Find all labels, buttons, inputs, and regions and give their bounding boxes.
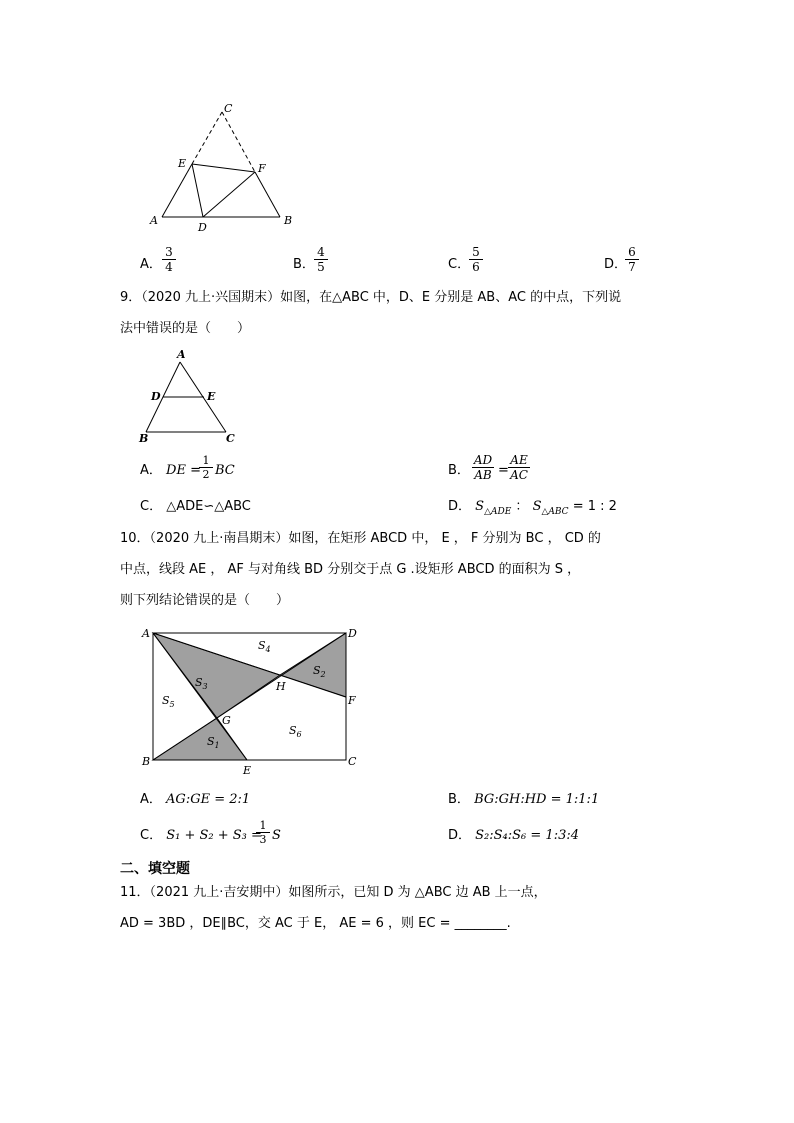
label-s3: $S_3$ (195, 676, 208, 691)
denominator: 6 (472, 260, 480, 274)
option-letter: A． (140, 792, 162, 807)
seg-ed (192, 164, 203, 217)
q9-option-b[interactable] (448, 464, 470, 477)
area-subscript-ade: △ADE (484, 507, 512, 517)
label-h: H (276, 680, 286, 693)
option-letter: B． (448, 792, 470, 807)
denominator: AC (510, 468, 528, 482)
label-s5: $S_5$ (162, 694, 175, 709)
q10-stem-line2: 中点，线段 AE ， AF 与对角线 BD 分别交于点 G .设矩形 ABCD 的面积为 S ， (120, 562, 581, 577)
area-symbol: S (475, 499, 485, 514)
label-c: C (224, 102, 233, 115)
option-letter: C． (448, 257, 471, 272)
option-letter: C． (140, 828, 163, 843)
option-letter: B． (448, 463, 470, 478)
option-text: BG:GH:HD = 1:1:1 (474, 792, 600, 807)
numerator: 1 (199, 455, 213, 468)
q10-option-d[interactable] (448, 829, 579, 842)
label-b: B (284, 214, 293, 227)
label-a: A (177, 348, 186, 361)
denominator: 2 (202, 468, 210, 481)
option-letter: A． (140, 463, 162, 478)
option-text: △ADE∽△ABC (166, 499, 251, 514)
option-letter: D． (604, 257, 628, 272)
q8-option-a[interactable] (140, 258, 162, 271)
numerator: 4 (314, 246, 328, 260)
label-s2: $S_2$ (313, 664, 326, 679)
q9-option-a[interactable] (140, 464, 201, 477)
q9-option-a-rhs: BC (215, 463, 235, 478)
label-d: D (151, 390, 161, 403)
label-e: E (207, 390, 216, 403)
q8-option-d-fraction (625, 246, 639, 273)
option-letter: D． (448, 828, 472, 843)
q8-option-c-fraction (469, 246, 483, 273)
numerator: 5 (469, 246, 483, 260)
q10-option-a[interactable] (140, 793, 250, 806)
q10-stem-line3: 则下列结论错误的是（ ） (120, 593, 290, 608)
option-letter: A． (140, 257, 162, 272)
label-d: D (348, 627, 357, 640)
label-a: A (142, 627, 150, 640)
label-s4: $S_4$ (258, 639, 271, 654)
q9-option-d[interactable] (448, 499, 617, 517)
q9-option-a-fraction (199, 455, 213, 480)
denominator: 3 (259, 833, 267, 846)
region-s1 (153, 718, 247, 760)
q9-option-b-fraction-2 (508, 454, 530, 481)
label-f: F (258, 162, 266, 175)
label-s1: $S_1$ (207, 735, 220, 750)
figure-q8-triangle (140, 100, 310, 235)
label-e: E (178, 157, 187, 170)
seg-ae (162, 164, 192, 217)
option-text: AG:GE = 2:1 (166, 792, 251, 807)
label-a: A (150, 214, 158, 227)
label-f: F (348, 694, 356, 707)
label-c: C (348, 755, 357, 768)
numerator: 6 (625, 246, 639, 260)
seg-ef (192, 164, 255, 172)
figure-q9-triangle (135, 345, 245, 445)
option-letter: D． (448, 499, 472, 514)
q9-stem-line2: 法中错误的是（ ） (120, 321, 251, 336)
label-s6: $S_6$ (289, 724, 302, 739)
q11-stem-line2: AD = 3BD ，DE∥BC，交 AC 于 E， AE = 6 ，则 EC = ________. (120, 916, 511, 931)
seg-df (203, 172, 255, 217)
ratio-colon: ： (515, 499, 529, 514)
area-symbol: S (532, 499, 542, 514)
numerator: AD (473, 453, 493, 467)
expr-lhs: DE (166, 463, 186, 478)
q10-option-c-fraction (256, 820, 270, 845)
q8-option-d[interactable] (604, 258, 627, 271)
seg-ec-dashed (192, 112, 222, 164)
expr-eq: = (190, 463, 202, 478)
seg-fb (255, 172, 280, 217)
label-b: B (142, 755, 151, 768)
q9-option-b-fraction-1 (472, 454, 494, 481)
section-heading-fill-in: 二、填空题 (120, 861, 190, 877)
q8-option-b-fraction (314, 246, 328, 273)
q8-option-c[interactable] (448, 258, 470, 271)
q8-option-b[interactable] (293, 258, 315, 271)
q9-stem-line1: 9．（2020 九上·兴国期末）如图，在△ABC 中，D、E 分别是 AB、AC 的中点，下列说 (120, 290, 622, 305)
figure-q10-rectangle (140, 625, 370, 780)
numerator: 3 (162, 246, 176, 260)
q10-option-c[interactable] (140, 829, 262, 842)
option-letter: B． (293, 257, 315, 272)
option-text: S₂:S₄:S₆ = 1:3:4 (475, 828, 579, 843)
q9-option-b-eq: = (498, 463, 509, 478)
denominator: 5 (317, 260, 325, 274)
q10-stem-line1: 10．（2020 九上·南昌期末）如图，在矩形 ABCD 中， E ， F 分别为 BC ， CD 的 (120, 531, 601, 546)
area-subscript-abc: △ABC (541, 507, 569, 517)
q8-option-a-fraction (162, 246, 176, 273)
option-letter: C． (140, 499, 163, 514)
q11-stem-line1: 11．（2021 九上·吉安期中）如图所示，已知 D 为 △ABC 边 AB 上一点， (120, 885, 547, 900)
denominator: 4 (165, 260, 173, 274)
label-c: C (226, 432, 235, 445)
numerator: AE (508, 454, 530, 468)
label-d: D (198, 221, 207, 234)
ratio-value: = 1 : 2 (572, 499, 617, 514)
label-e: E (243, 764, 252, 777)
option-lhs: S₁ + S₂ + S₃ = (166, 828, 262, 843)
label-g: G (222, 714, 231, 727)
label-b: B (139, 432, 149, 445)
q10-option-c-rhs: S (272, 828, 281, 843)
numerator: 1 (256, 820, 270, 833)
q10-option-b[interactable] (448, 793, 599, 806)
denominator: AB (474, 468, 492, 482)
seg-cf-dashed (222, 112, 255, 172)
denominator: 7 (628, 260, 636, 274)
q9-option-c[interactable] (140, 500, 251, 513)
